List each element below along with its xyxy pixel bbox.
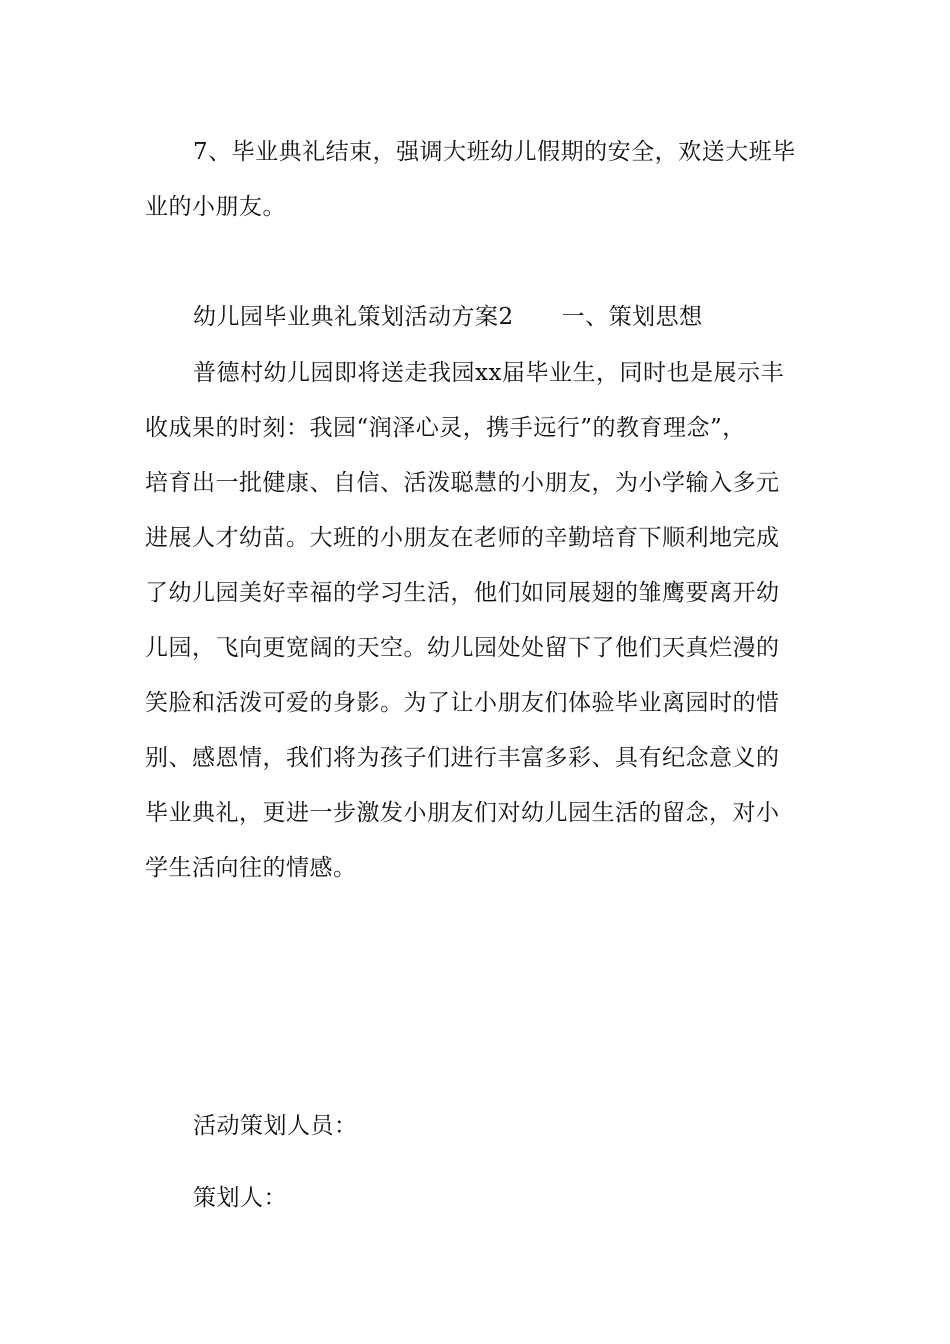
planner-section [145,1171,815,1226]
section-subtitle: 一、策划思想 [561,304,703,330]
staff-label: 活动策划人员： [193,1113,358,1139]
paragraph-line: 7、毕业典礼结束，强调大班幼儿假期的安全，欢送大班毕 [193,139,796,165]
section-title: 幼儿园毕业典礼策划活动方案2 [193,304,514,330]
planner-label: 策划人： [193,1185,287,1211]
paragraph-line: 学生活向往的情感。 [145,855,357,881]
paragraph-line: 培育出一批健康、自信、活泼聪慧的小朋友，为小学输入多元 [145,470,780,496]
paragraph-main [145,346,815,896]
paragraph-line: 业的小朋友。 [145,194,286,220]
paragraph-line: 了幼儿园美好幸福的学习生活，他们如同展翅的雏鹰要离开幼 [145,580,780,606]
paragraph-line: 进展人才幼苗。大班的小朋友在老师的辛勤培育下顺利地完成 [145,525,780,551]
staff-section [145,1099,815,1154]
section-heading [145,290,815,345]
section-heading-line [145,290,815,345]
paragraph-line: 毕业典礼，更进一步激发小朋友们对幼儿园生活的留念，对小 [145,800,780,826]
paragraph-closing [145,125,815,235]
paragraph-line: 儿园，飞向更宽阔的天空。幼儿园处处留下了他们天真烂漫的 [145,635,780,661]
paragraph-line: 笑脸和活泼可爱的身影。为了让小朋友们体验毕业离园时的惜 [145,690,780,716]
paragraph-line: 普德村幼儿园即将送走我园xx届毕业生，同时也是展示丰 [193,360,784,386]
paragraph-line: 收成果的时刻：我园“润泽心灵，携手远行”的教育理念”， [145,415,746,441]
paragraph-line: 别、感恩情，我们将为孩子们进行丰富多彩、具有纪念意义的 [145,745,780,771]
